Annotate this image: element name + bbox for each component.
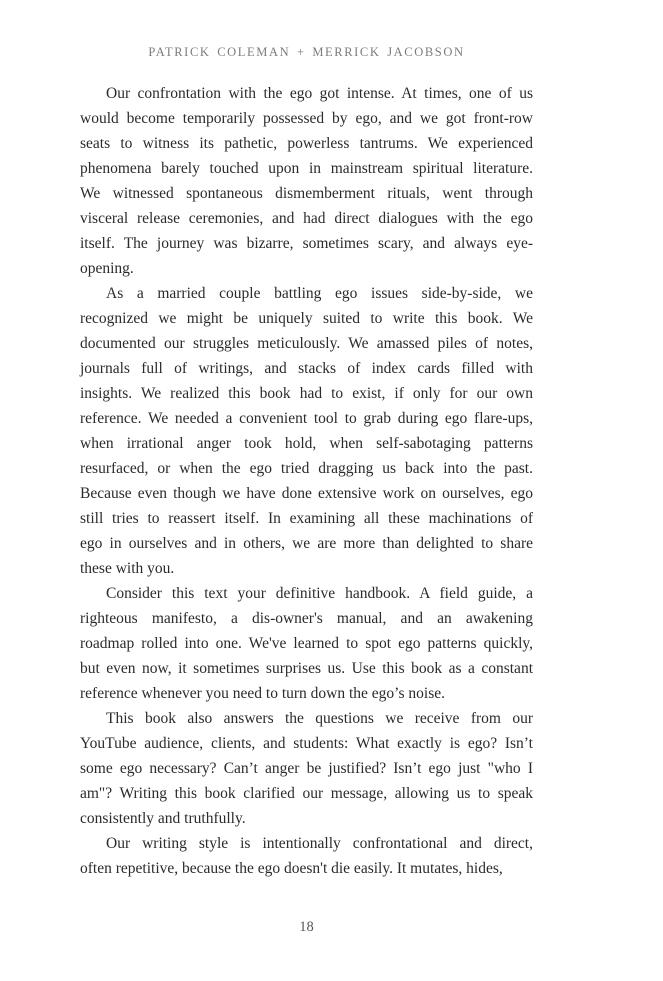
body-text <box>80 81 533 881</box>
text-line: roadmap rolled into one. We've learned to spot ego patterns quickly, <box>80 635 533 652</box>
text-line: ego in ourselves and in others, we are more than delighted to share <box>80 535 533 552</box>
text-line: but even now, it sometimes surprises us. Use this book as a constant <box>80 660 533 677</box>
text-line: often repetitive, because the ego doesn't die easily. It mutates, hides, <box>80 860 503 877</box>
running-header: PATRICK COLEMAN + MERRICK JACOBSON <box>148 45 465 59</box>
text-line: phenomena barely touched upon in mainstream spiritual literature. <box>80 160 533 177</box>
text-line: Our confrontation with the ego got intense. At times, one of us <box>106 85 533 102</box>
text-line: This book also answers the questions we receive from our <box>106 710 533 727</box>
text-line: consistently and truthfully. <box>80 810 246 827</box>
text-line: when irrational anger took hold, when self-sabotaging patterns <box>80 435 533 452</box>
text-line: Because even though we have done extensive work on ourselves, ego <box>80 485 533 502</box>
text-line: opening. <box>80 260 134 277</box>
text-line: Consider this text your definitive handbook. A field guide, a <box>106 585 533 602</box>
text-line: still tries to reassert itself. In examining all these machinations of <box>80 510 533 527</box>
text-line: righteous manifesto, a dis-owner's manual, and an awakening <box>80 610 533 627</box>
paragraph <box>80 81 533 281</box>
text-line: journals full of writings, and stacks of index cards filled with <box>80 360 533 377</box>
text-line: Our writing style is intentionally confrontational and direct, <box>106 835 533 852</box>
paragraph <box>80 831 533 881</box>
text-line: itself. The journey was bizarre, sometimes scary, and always eye- <box>80 235 533 252</box>
text-line: visceral release ceremonies, and had direct dialogues with the ego <box>80 210 533 227</box>
text-line: documented our struggles meticulously. We amassed piles of notes, <box>80 335 533 352</box>
text-line: reference. We needed a convenient tool to grab during ego flare-ups, <box>80 410 533 427</box>
text-line: seats to witness its pathetic, powerless tantrums. We experienced <box>80 135 533 152</box>
paragraph <box>80 706 533 831</box>
text-line: would become temporarily possessed by ego, and we got front-row <box>80 110 533 127</box>
text-line: As a married couple battling ego issues side-by-side, we <box>106 285 533 302</box>
paragraph <box>80 281 533 581</box>
text-line: these with you. <box>80 560 175 577</box>
page-number: 18 <box>299 919 314 935</box>
text-line: resurfaced, or when the ego tried dragging us back into the past. <box>80 460 533 477</box>
text-line: reference whenever you need to turn down the ego’s noise. <box>80 685 445 702</box>
text-line: recognized we might be uniquely suited to write this book. We <box>80 310 533 327</box>
text-line: insights. We realized this book had to exist, if only for our own <box>80 385 533 402</box>
paragraph <box>80 581 533 706</box>
text-line: We witnessed spontaneous dismemberment rituals, went through <box>80 185 533 202</box>
text-line: some ego necessary? Can’t anger be justified? Isn’t ego just "who I <box>80 760 533 777</box>
text-line: am"? Writing this book clarified our message, allowing us to speak <box>80 785 533 802</box>
text-line: YouTube audience, clients, and students: What exactly is ego? Isn’t <box>80 735 533 752</box>
